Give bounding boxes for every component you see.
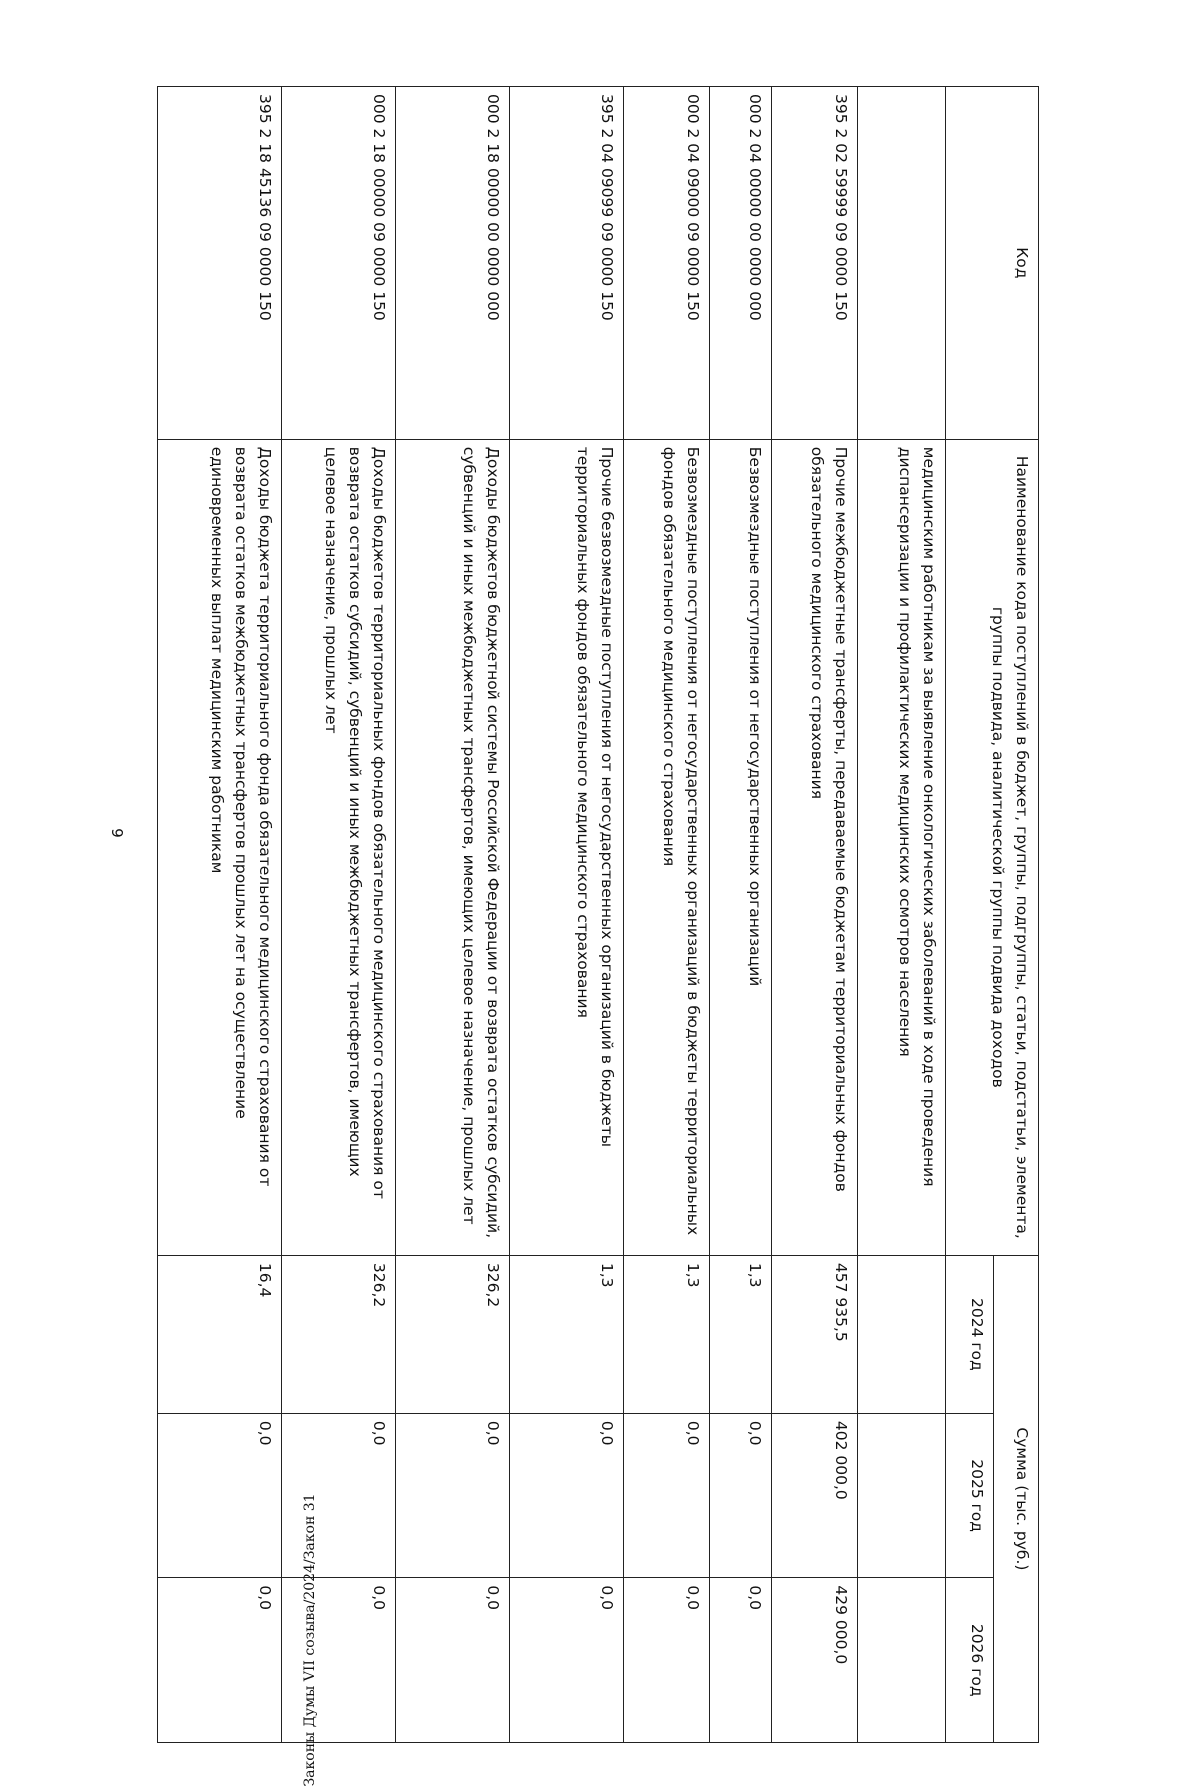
row-code: 000 2 18 00000 09 0000 150: [282, 87, 396, 440]
table-row: [158, 87, 282, 1743]
row-name: Доходы бюджета территориального фонда обязательного медицинского страхования от возврата остатков межбюджетных трансфертов прошлых лет на осуществление единовременных выплат медицинским работникам: [158, 439, 282, 1255]
row-value-2024: 457 935,5: [772, 1255, 858, 1413]
table-row: [624, 87, 710, 1743]
row-code: 395 2 18 45136 09 0000 150: [158, 87, 282, 440]
row-value-2024: 326,2: [282, 1255, 396, 1413]
row-value-2026: 429 000,0: [772, 1578, 858, 1743]
row-value-2025: 0,0: [396, 1413, 510, 1578]
row-value-2025: 0,0: [710, 1413, 772, 1578]
table-row: [710, 87, 772, 1743]
table-row: [282, 87, 396, 1743]
row-value-2025: 0,0: [510, 1413, 624, 1578]
row-name: медицинским работникам за выявление онкологических заболеваний в ходе проведения диспансеризации и профилактических медицинских осмотров населения: [858, 439, 946, 1255]
row-value-2025: 0,0: [624, 1413, 710, 1578]
header-code: Код: [946, 87, 1039, 440]
footer-document-id: Законы Думы VII созыва/2024/Закон 31: [302, 1493, 318, 1787]
row-name: Прочие межбюджетные трансферты, передаваемые бюджетам территориальных фондов обязательного медицинского страхования: [772, 439, 858, 1255]
row-value-2026: 0,0: [510, 1578, 624, 1743]
budget-table-container: [157, 86, 1039, 1743]
header-year-2024: 2024 год: [946, 1255, 994, 1413]
row-value-2025: 0,0: [158, 1413, 282, 1578]
row-code: 395 2 02 59999 09 0000 150: [772, 87, 858, 440]
header-name: Наименование кода поступлений в бюджет, группы, подгруппы, статьи, подстатьи, элемента, группы подвида, аналитической группы подвида доходов: [946, 439, 1039, 1255]
row-value-2024: 1,3: [624, 1255, 710, 1413]
row-value-2025: 402 000,0: [772, 1413, 858, 1578]
header-sum: Сумма (тыс. руб.): [994, 1255, 1039, 1742]
row-value-2025: [858, 1413, 946, 1578]
row-code: 000 2 04 09000 09 0000 150: [624, 87, 710, 440]
row-value-2024: 16,4: [158, 1255, 282, 1413]
row-value-2024: 326,2: [396, 1255, 510, 1413]
row-code: 000 2 04 00000 00 0000 000: [710, 87, 772, 440]
row-value-2026: 0,0: [396, 1578, 510, 1743]
table-row: [772, 87, 858, 1743]
table-row: [858, 87, 946, 1743]
row-name: Доходы бюджетов бюджетной системы Российской Федерации от возврата остатков субсидий, субвенций и иных межбюджетных трансфертов, имеющих целевое назначение, прошлых лет: [396, 439, 510, 1255]
row-value-2026: [858, 1578, 946, 1743]
header-year-2025: 2025 год: [946, 1413, 994, 1578]
table-row: [396, 87, 510, 1743]
row-value-2026: 0,0: [624, 1578, 710, 1743]
row-value-2024: 1,3: [710, 1255, 772, 1413]
header-year-2026: 2026 год: [946, 1578, 994, 1743]
row-code: [858, 87, 946, 440]
page-number: 6: [109, 828, 127, 838]
table-row: [510, 87, 624, 1743]
row-code: 000 2 18 00000 00 0000 000: [396, 87, 510, 440]
row-name: Прочие безвозмездные поступления от негосударственных организаций в бюджеты территориальных фондов обязательного медицинского страхования: [510, 439, 624, 1255]
row-value-2026: 0,0: [710, 1578, 772, 1743]
row-name: Безвозмездные поступления от негосударственных организаций: [710, 439, 772, 1255]
row-value-2026: 0,0: [158, 1578, 282, 1743]
row-name: Безвозмездные поступления от негосударственных организаций в бюджеты территориальных фондов обязательного медицинского страхования: [624, 439, 710, 1255]
row-name: Доходы бюджетов территориальных фондов обязательного медицинского страхования от возврата остатков субсидий, субвенций и иных межбюджетных трансфертов, имеющих целевое назначение, прошлых лет: [282, 439, 396, 1255]
row-value-2026: 0,0: [282, 1578, 396, 1743]
budget-table: [157, 86, 1039, 1743]
row-value-2024: 1,3: [510, 1255, 624, 1413]
row-value-2024: [858, 1255, 946, 1413]
row-code: 395 2 04 09099 09 0000 150: [510, 87, 624, 440]
row-value-2025: 0,0: [282, 1413, 396, 1578]
